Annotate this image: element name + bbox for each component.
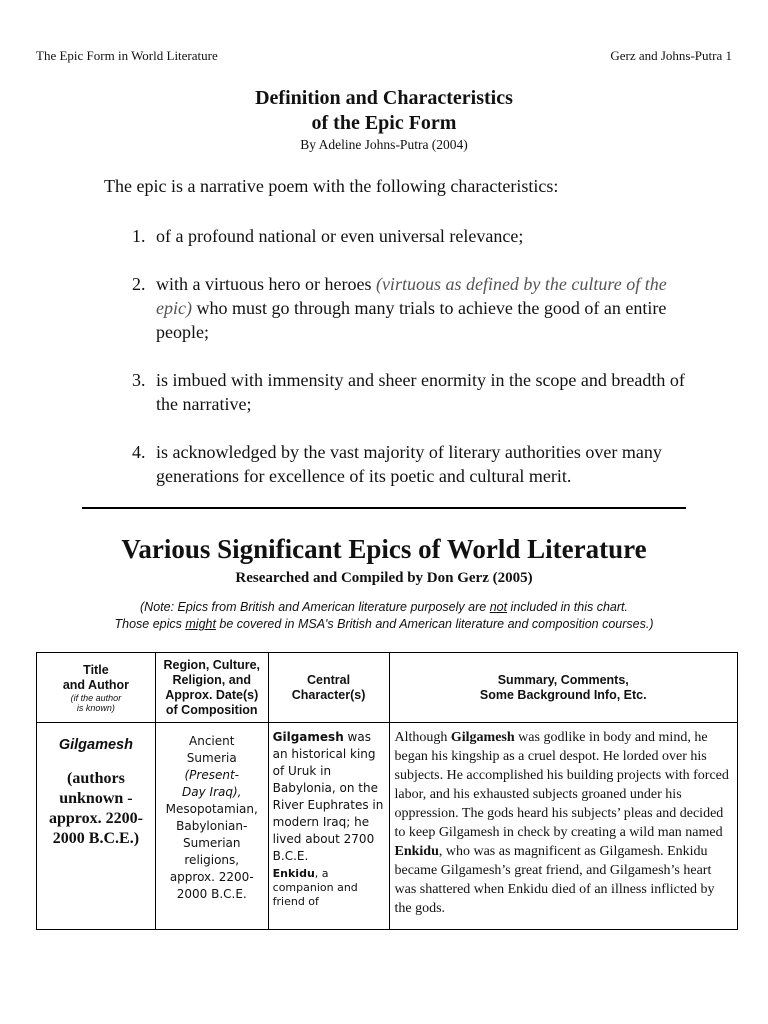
note-text: be covered in MSA's British and American literature and composition courses.)	[215, 617, 654, 631]
region-line: Day Iraq),	[182, 785, 242, 799]
byline: By Adeline Johns-Putra (2004)	[300, 137, 468, 152]
list-text-post: who must go through many trials to achieve the good of an entire people;	[156, 298, 667, 342]
character-gilgamesh	[273, 729, 386, 865]
doc-title-line1: Definition and Characteristics	[255, 87, 513, 109]
list-text-pre: with a virtuous hero or heroes	[156, 274, 376, 294]
author-line: (authors	[67, 770, 125, 787]
characteristics-list	[132, 224, 692, 488]
cell-characters	[268, 723, 389, 930]
header-text: of Composition	[165, 702, 258, 717]
section-subtitle: Researched and Compiled by Don Gerz (2005)	[235, 570, 533, 586]
list-text: is imbued with immensity and sheer enormity in the scope and breadth of the narrative;	[156, 370, 685, 414]
character-desc: was an historical king of Uruk in Babylonia, on the River Euphrates in modern Iraq; he lived about 2700 B.C.E.	[272, 730, 384, 863]
list-text-italic: (virtuous as defined by the culture of the epic)	[156, 274, 667, 318]
list-item	[132, 224, 692, 248]
header-text: and Author	[62, 677, 130, 692]
list-item	[132, 272, 692, 344]
header-subtext: (if the author	[70, 692, 122, 703]
header-text: Summary, Comments,	[497, 672, 629, 687]
header-text: Central	[307, 672, 351, 687]
cell-region	[155, 723, 268, 930]
summary-bold: Gilgamesh	[450, 730, 515, 745]
header-region	[155, 653, 268, 723]
region-line: religions,	[184, 853, 240, 867]
note-line1	[0, 599, 768, 616]
character-name: Gilgamesh	[272, 730, 344, 744]
header-text: Region, Culture,	[163, 657, 260, 672]
list-number: 2.	[132, 274, 146, 294]
region-line: Sumerian	[182, 836, 241, 850]
header-title-author	[37, 653, 156, 723]
summary-text: , who was as magnificent as Gilgamesh. Enkidu became Gilgamesh’s great friend, and Gilgamesh’s heart was shattered when Enkidu died of an illness inflicted by the gods.	[394, 844, 715, 916]
header-summary	[389, 653, 738, 723]
character-enkidu	[273, 867, 386, 909]
header-text: Character(s)	[291, 687, 366, 702]
header-text: Religion, and	[172, 672, 251, 687]
section-title: Various Significant Epics of World Literature	[121, 534, 647, 564]
list-number: 3.	[132, 370, 146, 390]
region-line: Babylonian-	[176, 819, 248, 833]
header-characters	[268, 653, 389, 723]
list-number: 4.	[132, 442, 146, 462]
list-item	[132, 368, 692, 416]
header-left: The Epic Form in World Literature	[36, 48, 218, 63]
character-name: Enkidu	[272, 867, 315, 880]
note-text: Those epics	[114, 617, 186, 631]
region-line: (Present-	[184, 768, 239, 782]
summary-text: was godlike in body and mind, he began his kingship as a cruel despot. He lorded over his subjects. He accomplished his building projects with forced labor, and his exhausted subjects groaned under his oppression. The gods heard his subjects’ pleas and decided to keep Gilgamesh in check by creating a wild man named	[394, 730, 729, 840]
cell-summary	[389, 723, 738, 930]
author-line: approx. 2200-	[48, 810, 143, 827]
region-line: 2000 B.C.E.	[176, 887, 247, 901]
header-text: Approx. Date(s)	[165, 687, 259, 702]
list-text	[156, 272, 692, 344]
region-line: Ancient	[189, 734, 235, 748]
note-emphasis: not	[489, 600, 508, 614]
epic-authors	[38, 769, 154, 849]
section-note	[0, 599, 768, 633]
header-subtext: is known)	[76, 702, 115, 713]
note-line2	[0, 616, 768, 633]
note-emphasis: might	[185, 617, 216, 631]
epics-table	[36, 652, 738, 930]
cell-title-author	[37, 723, 156, 930]
list-number: 1.	[132, 226, 146, 246]
table-header-row	[37, 653, 738, 723]
header-text: Some Background Info, Etc.	[479, 687, 647, 702]
note-text: included in this chart.	[507, 600, 628, 614]
list-item	[132, 440, 692, 488]
list-text: of a profound national or even universal relevance;	[156, 226, 524, 246]
summary-text: Although	[394, 730, 451, 745]
doc-title-line2: of the Epic Form	[311, 112, 457, 134]
region-line: Mesopotamian,	[165, 802, 258, 816]
table-row	[37, 723, 738, 930]
intro-paragraph: The epic is a narrative poem with the following characteristics:	[104, 176, 559, 196]
region-line: approx. 2200-	[169, 870, 254, 884]
author-line: 2000 B.C.E.)	[52, 830, 140, 847]
running-header	[36, 48, 732, 64]
epic-title: Gilgamesh	[58, 737, 133, 753]
header-page-info: Gerz and Johns-Putra 1	[610, 48, 732, 63]
horizontal-divider	[82, 507, 686, 509]
doc-title	[0, 86, 768, 136]
title-block	[0, 86, 768, 153]
character-desc: , a companion and friend of	[272, 867, 358, 908]
note-text: (Note: Epics from British and American literature purposely are	[140, 600, 490, 614]
summary-bold: Enkidu	[394, 844, 439, 859]
header-text: Title	[83, 662, 109, 677]
list-text: is acknowledged by the vast majority of literary authorities over many generations for excellence of its poetic and cultural merit.	[156, 442, 662, 486]
region-line: Sumeria	[186, 751, 237, 765]
author-line: unknown -	[59, 790, 133, 807]
